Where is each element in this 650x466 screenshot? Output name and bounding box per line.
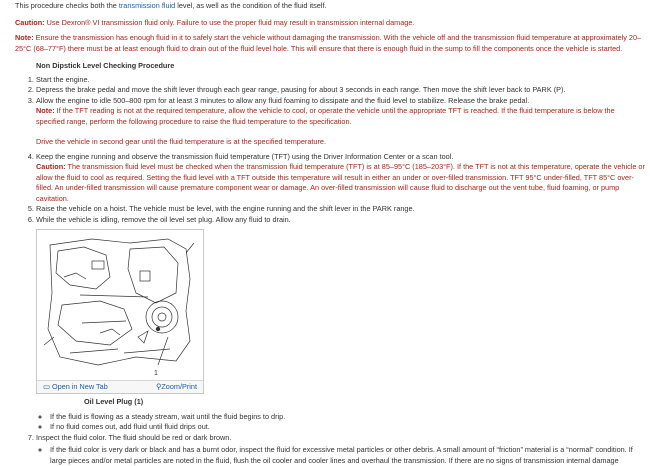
- external-window-icon: ▭: [43, 382, 50, 391]
- procedure-page: [15, 0, 645, 466]
- step-3-note-text: If the TFT reading is not at the required temperature, allow the vehicle to cool, or operate the vehicle until the appropriate TFT is reached. If the fluid temperature is below the specified range, perform the following procedure to raise the fluid temperature to the specification.: [36, 106, 615, 126]
- step-4-text: Keep the engine running and observe the transmission fluid temperature (TFT) using the Driver Information Center or a scan tool.: [36, 152, 453, 161]
- section-heading: Non Dipstick Level Checking Procedure: [36, 61, 645, 72]
- steps-list: [15, 75, 645, 466]
- open-in-new-tab-label: Open in New Tab: [52, 382, 108, 391]
- open-in-new-tab-link[interactable]: [43, 381, 108, 393]
- step-4-caution: [36, 162, 645, 204]
- step-6: [36, 215, 645, 433]
- intro-text-after: level, as well as the condition of the fluid itself.: [175, 1, 326, 10]
- step-7: [36, 433, 645, 466]
- transmission-illustration: [40, 233, 198, 377]
- oil-level-plug-figure: [36, 229, 204, 394]
- zoom-print-label: Zoom/Print: [161, 382, 197, 391]
- intro-text-before: This procedure checks both the: [15, 1, 119, 10]
- step-6-text: While the vehicle is idling, remove the oil level set plug. Allow any fluid to drain.: [36, 215, 291, 224]
- step-5-text: Raise the vehicle on a hoist. The vehicle must be level, with the engine running and the shift lever in the PARK range.: [36, 204, 415, 213]
- caution-label: Caution:: [15, 18, 45, 27]
- intro-paragraph: [15, 1, 645, 12]
- caution-text: Use Dexron® VI transmission fluid only. Failure to use the proper fluid may result in transmission internal damage.: [45, 18, 415, 27]
- step-5: [36, 204, 645, 215]
- step-6-bullet-1: ◦ If the fluid is flowing as a steady stream, wait until the fluid begins to drip.: [50, 412, 645, 423]
- figure-callout: 1: [154, 370, 158, 377]
- step-4-caution-text: The transmission fluid level must be checked when the transmission fluid temperature (TFT) is at 85–95°C (185–203°F). If the TFT is not at this temperature, operate the vehicle or allow the fluid to cool as required. Setting the fluid level with a TFT outside this temperature will result in either an under or over-filled transmission. TFT 95°C under-filled, TFT 85°C over-filled. An under-filled transmission will cause premature component wear or damage. An over-filled transmission will cause fluid to discharge out the vent tube, fluid foaming, or pump cavitation.: [36, 162, 645, 203]
- note-label: Note:: [15, 33, 34, 42]
- note-paragraph: [15, 33, 645, 54]
- step-4-caution-label: Caution:: [36, 162, 66, 171]
- note-text: Ensure the transmission has enough fluid in it to safely start the vehicle without damaging the transmission. With the vehicle off and the transmission fluid temperature at approximately 20–25°C (68–77°F) there must be at least enough fluid to drain out of the fluid level hole. This will ensure that there is enough fluid in the sump to fill the components once the vehicle is started.: [15, 33, 641, 53]
- step-1-text: Start the engine.: [36, 75, 90, 84]
- magnifier-icon: ⚲: [156, 382, 161, 391]
- step-3-note: [36, 106, 645, 127]
- step-3-text: Allow the engine to idle 500–800 rpm for at least 3 minutes to allow any fluid foaming to dissipate and the fluid level to stabilize. Release the brake pedal.: [36, 96, 529, 105]
- step-2-text: Depress the brake pedal and move the shift lever through each gear range, pausing for about 3 seconds in each range. Then move the shift lever back to PARK (P).: [36, 85, 565, 94]
- step-4: [36, 152, 645, 205]
- step-2: [36, 85, 645, 96]
- zoom-print-link[interactable]: [156, 381, 197, 393]
- step-3: [36, 96, 645, 148]
- caution-paragraph: [15, 18, 645, 29]
- step-1: [36, 75, 645, 86]
- step-7-bullet-1: ◦ If the fluid color is very dark or black and has a burnt odor, inspect the fluid for excessive metal particles or other debris. A small amount of “friction” material is a “normal” condition. If large pieces and/or metal particles are noted in the fluid, flush the oil cooler and cooler lines and overhaul the transmission. If there are no signs of transmission internal damage: [50, 445, 645, 466]
- step-6-bullets: [36, 412, 645, 433]
- step-7-text: Inspect the fluid color. The fluid should be red or dark brown.: [36, 433, 231, 442]
- transmission-fluid-link[interactable]: transmission fluid: [119, 1, 175, 10]
- figure-caption: Oil Level Plug (1): [84, 397, 645, 408]
- figure-toolbar: [37, 380, 203, 393]
- step-3-drive-note: Drive the vehicle in second gear until the fluid temperature is at the specified temperature.: [36, 137, 645, 148]
- step-6-bullet-2: ◦ If no fluid comes out, add fluid until fluid drips out.: [50, 422, 645, 433]
- step-3-note-label: Note:: [36, 106, 55, 115]
